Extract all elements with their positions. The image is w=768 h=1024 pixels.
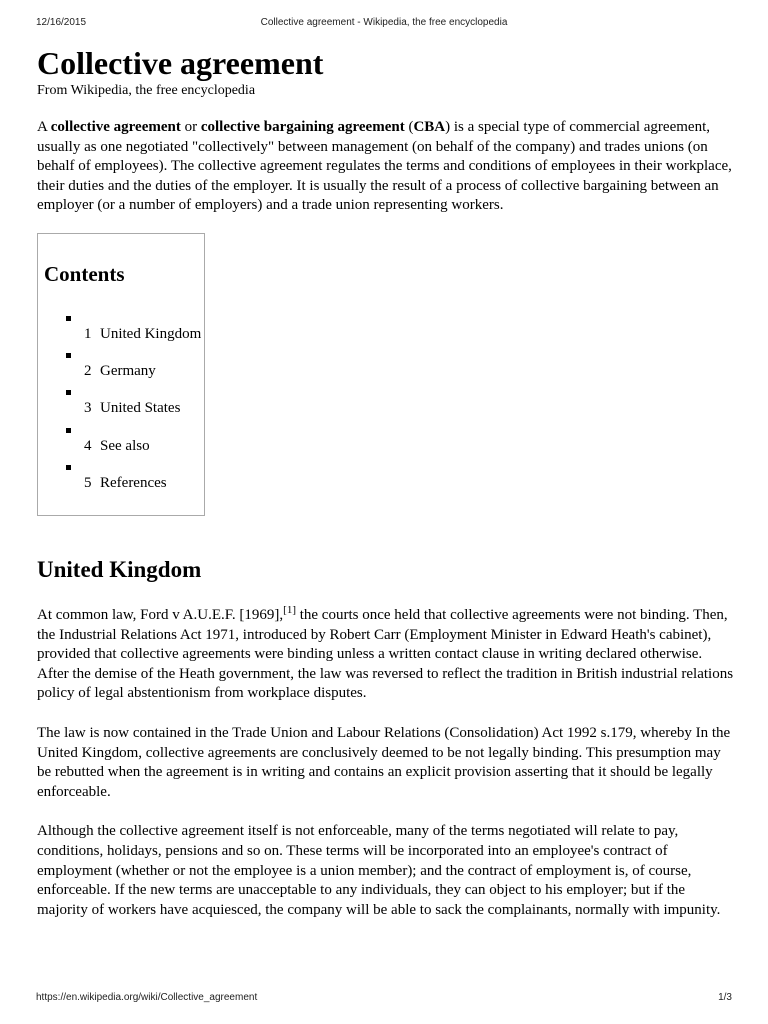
toc-label: Germany xyxy=(100,363,156,380)
page-number: 1/3 xyxy=(718,992,732,1003)
bullet-icon xyxy=(66,353,71,358)
term-collective-bargaining-agreement: collective bargaining agreement xyxy=(200,119,405,135)
bullet-icon xyxy=(66,428,71,433)
site-tagline: From Wikipedia, the free encyclopedia xyxy=(37,83,256,98)
uk-paragraph-3: Although the collective agreement itself is not enforceable, many of the terms negotiated will relate to pay, conditions, holidays, pensions and so on. These terms will be incorporated into an employee's contract of employment (whether or not the employee is a union member); and the contract of employment is, of course, enforceable. If the new terms are unacceptable to any individuals, they can object to his employer; but if the majority of workers have acquiesced, the company will be able to sack the complainants, normally with impunity. xyxy=(37,823,721,918)
toc-label: See also xyxy=(100,437,150,454)
intro-paragraph xyxy=(37,118,734,216)
reference-link-1[interactable]: [1] xyxy=(283,603,296,616)
toc-number: 2 xyxy=(84,363,92,380)
intro-text: ) is a special type of commercial agreement, usually as one negotiated "collectively" between management (on behalf of the company) and trades unions (on behalf of employees). The collective agreement regulates the terms and conditions of employees in their workplace, their duties and the duties of the employer. It is usually the result of a process of collective bargaining between an employer (or a number of employers) and a trade union representing workers. xyxy=(37,119,732,214)
toc-number: 5 xyxy=(84,474,92,491)
print-date: 12/16/2015 xyxy=(36,17,87,28)
toc-label: References xyxy=(100,474,167,491)
term-cba: CBA xyxy=(413,119,446,135)
print-header xyxy=(0,17,768,31)
uk-p1-text-cont: the courts once held that collective agreements were not binding. Then, the Industrial Relations Act 1971, introduced by Robert Carr (Employment Minister in Edward Heath's cabinet), provided that collective agreements were binding unless a written contact clause in writing declared otherwise. After the demise of the Heath government, the law was reversed to reflect the tradition in British industrial relations policy of legal abstentionism from workplace disputes. xyxy=(37,606,734,702)
print-footer xyxy=(0,992,768,1006)
uk-paragraph-1 xyxy=(37,603,734,704)
toc-label: United States xyxy=(100,400,181,417)
page-title: Collective agreement xyxy=(37,45,324,81)
uk-paragraph-2: The law is now contained in the Trade Union and Labour Relations (Consolidation) Act 1992 s.179, whereby In the United Kingdom, collective agreements are conclusively deemed to be not legally binding. This presumption may be rebutted when the agreement is in writing and contains an explicit provision asserting that it should be legally enforceable. xyxy=(37,724,731,800)
article-content xyxy=(37,44,734,920)
intro-text: or xyxy=(180,119,201,135)
print-page-title: Collective agreement - Wikipedia, the free encyclopedia xyxy=(260,17,508,28)
intro-text: A xyxy=(37,119,51,135)
print-url: https://en.wikipedia.org/wiki/Collective_agreement xyxy=(36,992,258,1003)
toc-number: 1 xyxy=(84,325,92,342)
toc-number: 3 xyxy=(84,400,92,417)
toc-link[interactable] xyxy=(84,363,156,380)
toc-link[interactable] xyxy=(84,438,150,455)
toc-label: United Kingdom xyxy=(100,325,202,342)
bullet-icon xyxy=(66,390,71,395)
table-of-contents xyxy=(37,233,205,516)
toc-title: Contents xyxy=(44,261,125,286)
section-heading-united-kingdom: United Kingdom xyxy=(37,556,202,582)
toc-number: 4 xyxy=(84,437,92,454)
intro-text: ( xyxy=(404,119,414,135)
term-collective-agreement: collective agreement xyxy=(50,119,181,135)
toc-link[interactable] xyxy=(84,326,201,343)
bullet-icon xyxy=(66,465,71,470)
toc-link[interactable] xyxy=(84,475,167,492)
uk-p1-text: At common law, Ford v A.U.E.F. [1969], xyxy=(37,606,284,623)
bullet-icon xyxy=(66,316,71,321)
toc-link[interactable] xyxy=(84,400,180,417)
